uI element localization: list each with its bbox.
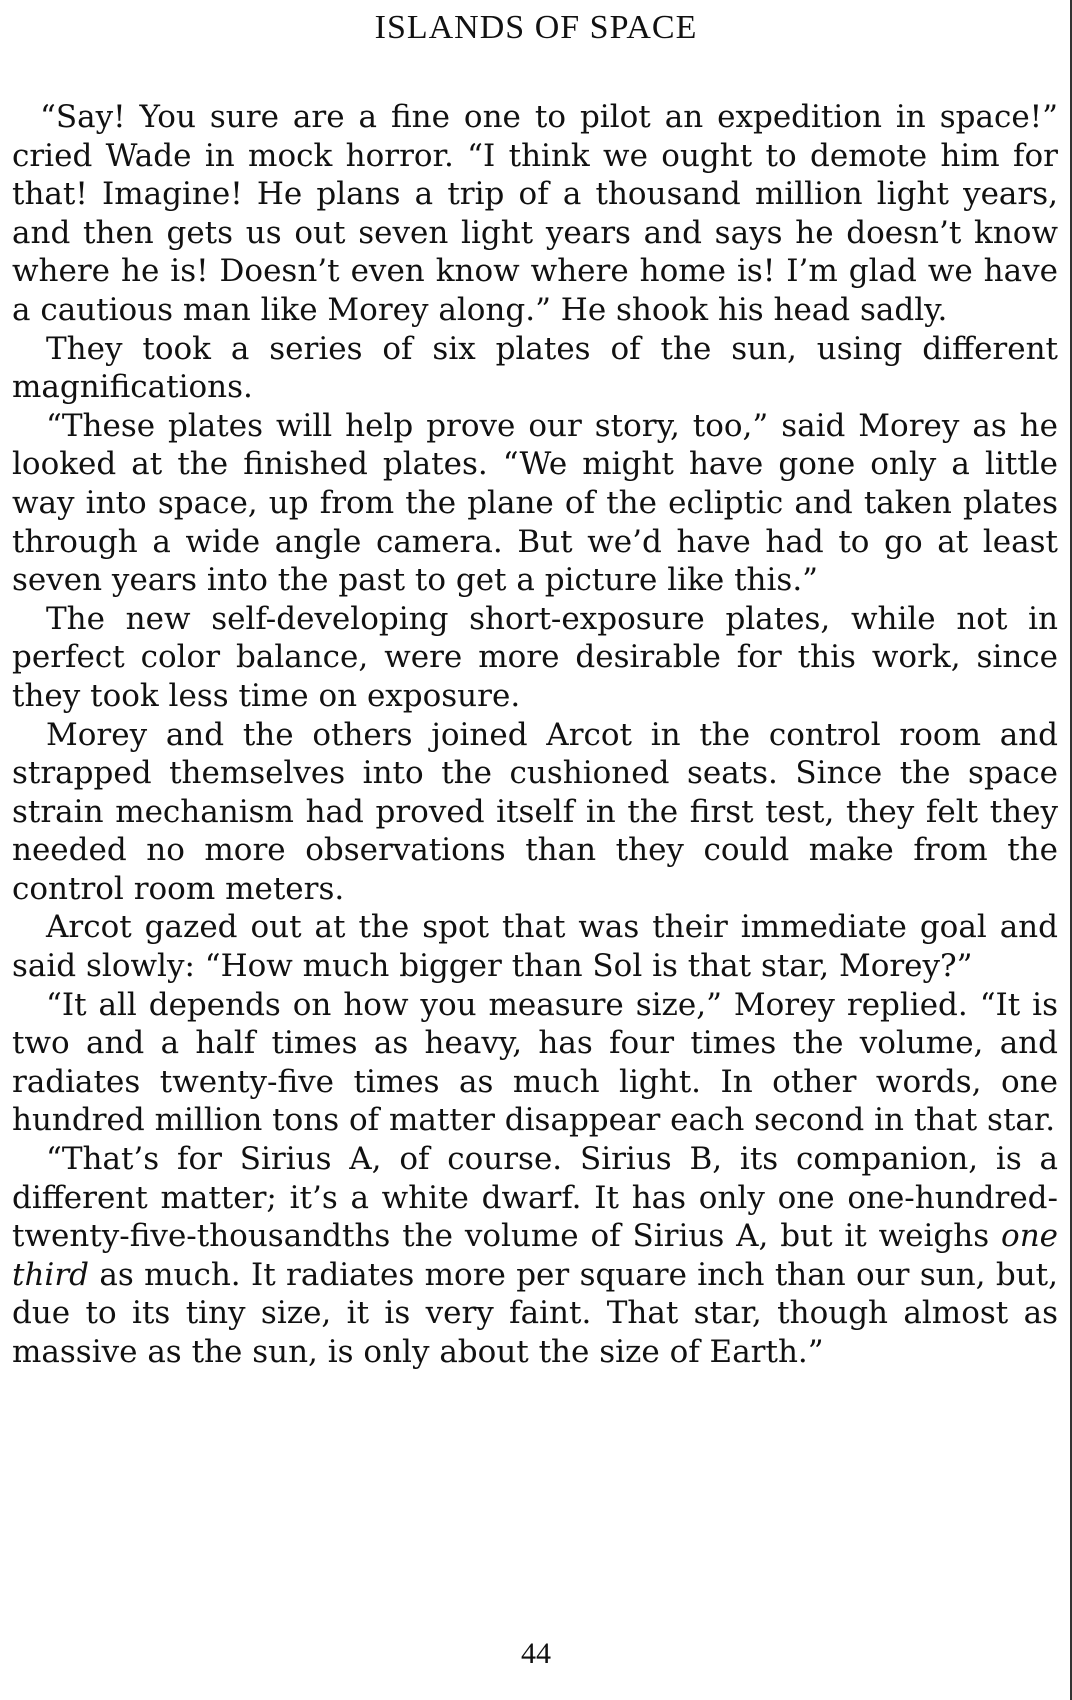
paragraph-7: “It all depends on how you measure size,” Morey replied. “It is two and a half times as heavy, has four times the volume, and radiates twenty-five times as much light. In other words, one hundred million tons of matter disappear each second in that star. bbox=[12, 986, 1058, 1139]
paragraph-2: They took a series of six plates of the sun, using different magnifications. bbox=[12, 330, 1058, 406]
paragraph-8-start: “That’s for Sirius A, of course. Sirius B, its companion, is a different matter; it’s a white dwarf. It has only one one-hundred-twenty-five-thousandths the volume of Sirius A, but it weighs bbox=[12, 1141, 1058, 1255]
paragraph-6: Arcot gazed out at the spot that was their immediate goal and said slowly: “How much bigger than Sol is that star, Morey?” bbox=[12, 909, 1058, 985]
body-text bbox=[12, 98, 1058, 1372]
paragraph-4: The new self-developing short-exposure plates, while not in perfect color balance, were more desirable for this work, since they took less time on exposure. bbox=[12, 600, 1058, 714]
paragraph-8-end: as much. It radiates more per square inch than our sun, but, due to its tiny size, it is very faint. That star, though almost as massive as the sun, is only about the size of Earth.” bbox=[12, 1256, 1058, 1370]
paragraph-5: Morey and the others joined Arcot in the control room and strapped themselves into the cushioned seats. Since the space strain mechanism had proved itself in the first test, they felt they needed no more observations than they could make from the control room meters. bbox=[12, 716, 1058, 907]
paragraph-1: “Say! You sure are a fine one to pilot an expedition in space!” cried Wade in mock horror. “I think we ought to demote him for that! Imagine! He plans a trip of a thousand million light years, and then gets us out seven light years and says he doesn’t know where he is! Doesn’t even know where home is! I’m glad we have a cautious man like Morey along.” He shook his head sadly. bbox=[12, 99, 1058, 328]
paragraph-3: “These plates will help prove our story, too,” said Morey as he looked at the finished plates. “We might have gone only a little way into space, up from the plane of the ecliptic and taken plates through a wide angle camera. But we’d have had to go at least seven years into the past to get a picture like this.” bbox=[12, 407, 1058, 599]
page-number: 44 bbox=[521, 1637, 551, 1670]
paragraph-8 bbox=[12, 1140, 1058, 1372]
emphasis-one-third: one third bbox=[12, 1218, 1059, 1293]
running-title: ISLANDS OF SPACE bbox=[374, 9, 698, 46]
